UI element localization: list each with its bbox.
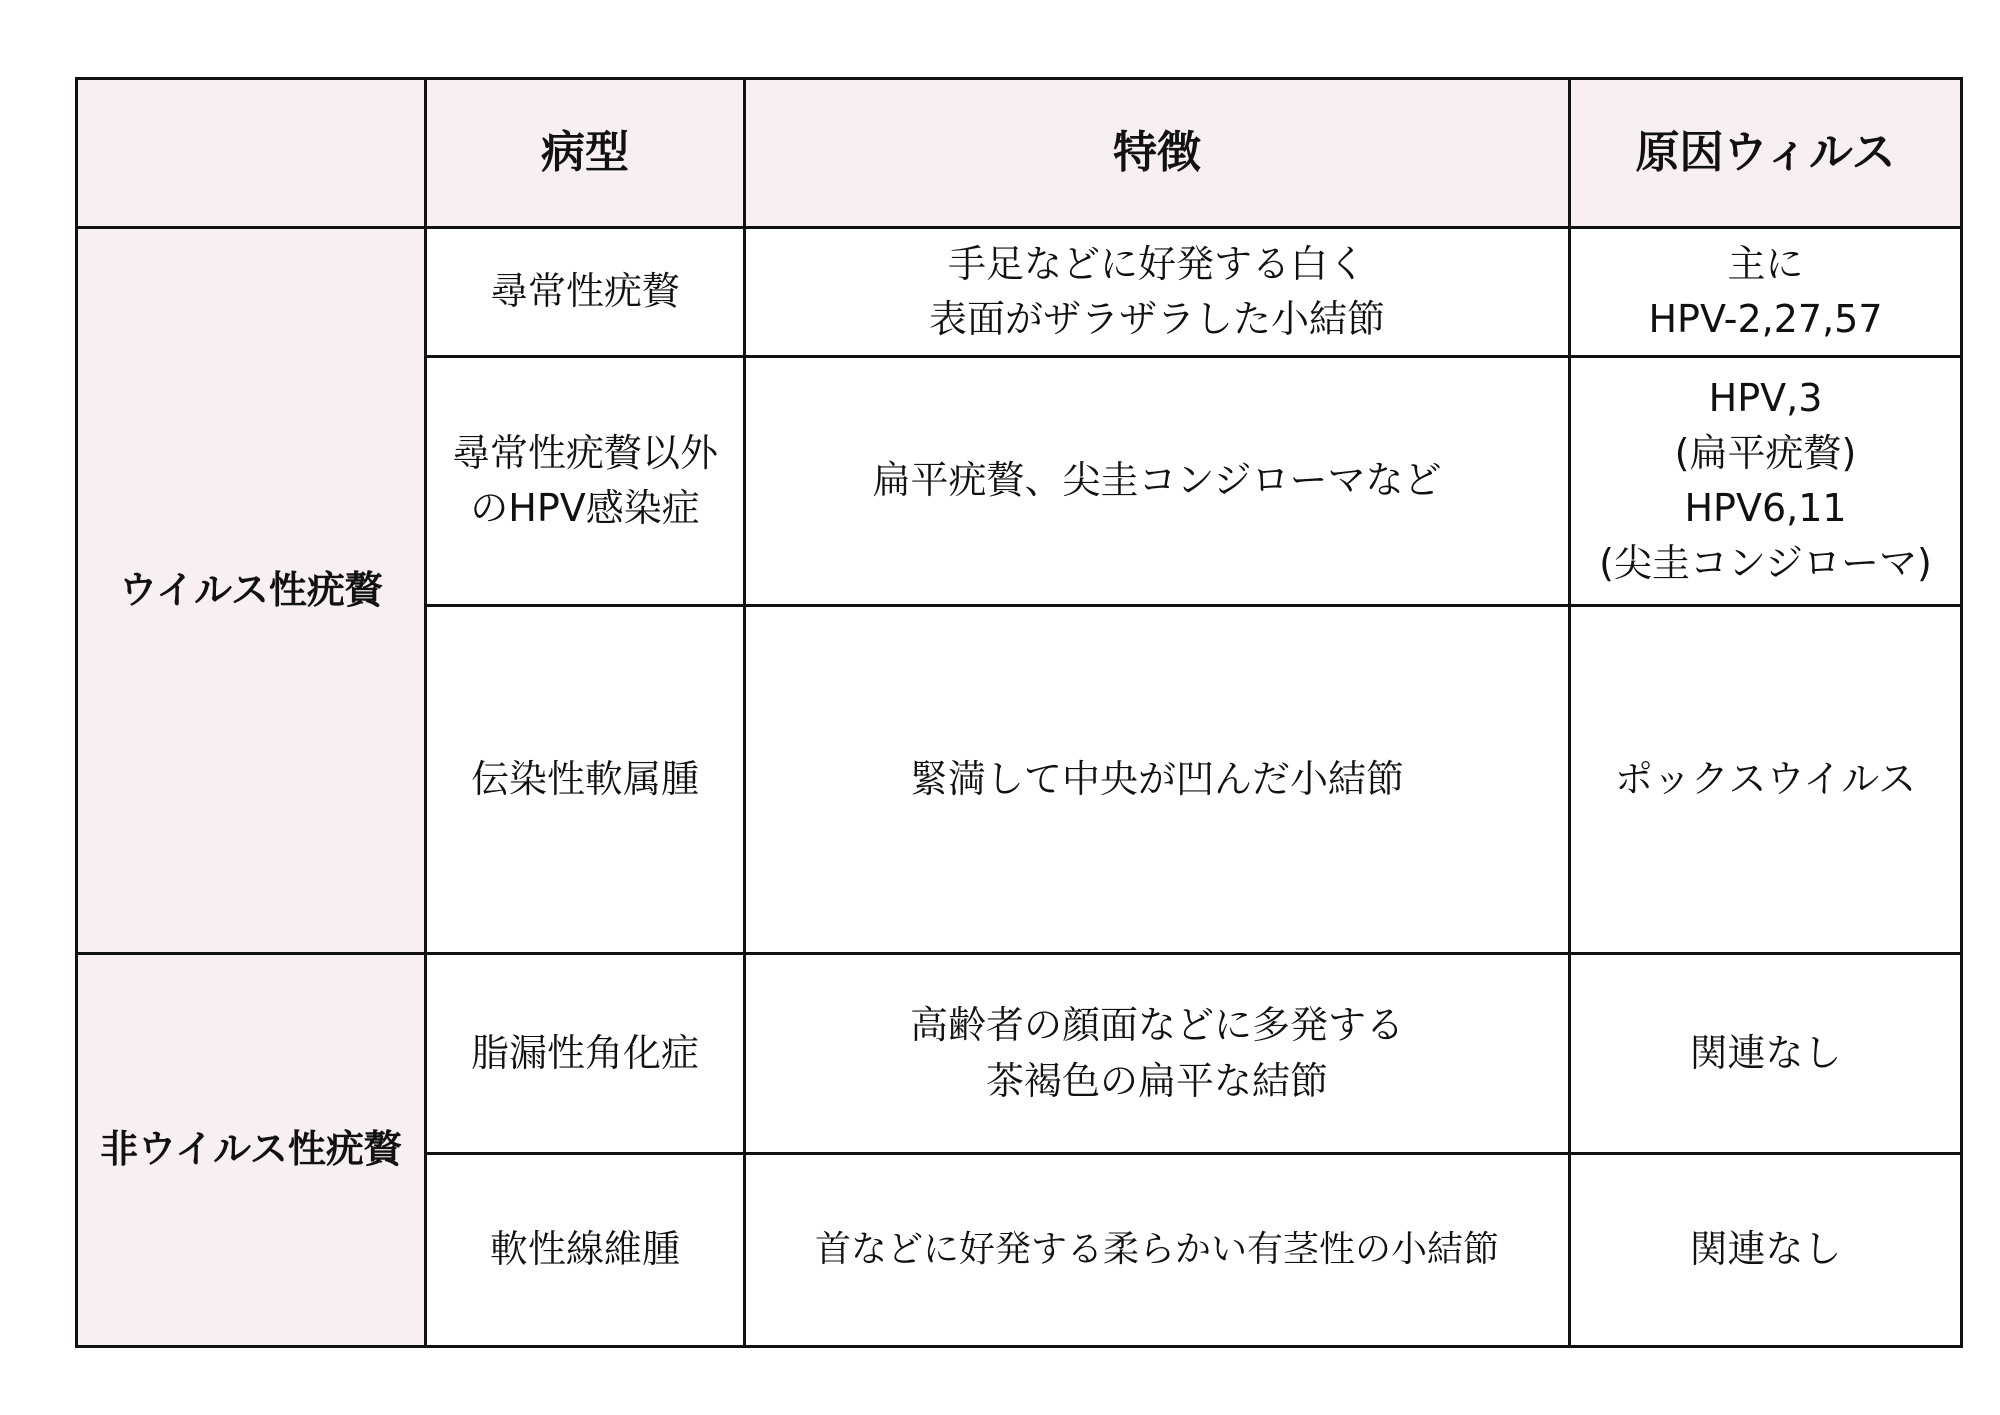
row-type-cell: 尋常性疣贅 (426, 228, 745, 357)
row-virus-cell: HPV,3 (扁平疣贅) HPV6,11 (尖圭コンジローマ) (1570, 357, 1962, 606)
row-virus-cell: 関連なし (1570, 1154, 1962, 1347)
row-type-cell: 軟性線維腫 (426, 1154, 745, 1347)
row-virus-cell: 関連なし (1570, 954, 1962, 1154)
row-feature-cell: 手足などに好発する白く 表面がザラザラした小結節 (745, 228, 1570, 357)
wart-classification-table (75, 77, 1963, 1348)
header-type: 病型 (426, 79, 745, 228)
header-feature: 特徴 (745, 79, 1570, 228)
table-row (77, 954, 1962, 1154)
row-type-cell: 尋常性疣贅以外 のHPV感染症 (426, 357, 745, 606)
header-virus: 原因ウィルス (1570, 79, 1962, 228)
group-viral-wart: ウイルス性疣贅 (77, 228, 426, 954)
row-virus-cell: 主に HPV-2,27,57 (1570, 228, 1962, 357)
row-feature-cell: 扁平疣贅、尖圭コンジローマなど (745, 357, 1570, 606)
table-row (77, 228, 1962, 357)
row-type-cell: 脂漏性角化症 (426, 954, 745, 1154)
row-feature-cell: 高齢者の顔面などに多発する 茶褐色の扁平な結節 (745, 954, 1570, 1154)
group-nonviral-wart: 非ウイルス性疣贅 (77, 954, 426, 1347)
header-row (77, 79, 1962, 228)
header-corner-cell (77, 79, 426, 228)
row-feature-cell: 緊満して中央が凹んだ小結節 (745, 606, 1570, 954)
row-virus-cell: ポックスウイルス (1570, 606, 1962, 954)
row-feature-cell: 首などに好発する柔らかい有茎性の小結節 (745, 1154, 1570, 1347)
row-type-cell: 伝染性軟属腫 (426, 606, 745, 954)
